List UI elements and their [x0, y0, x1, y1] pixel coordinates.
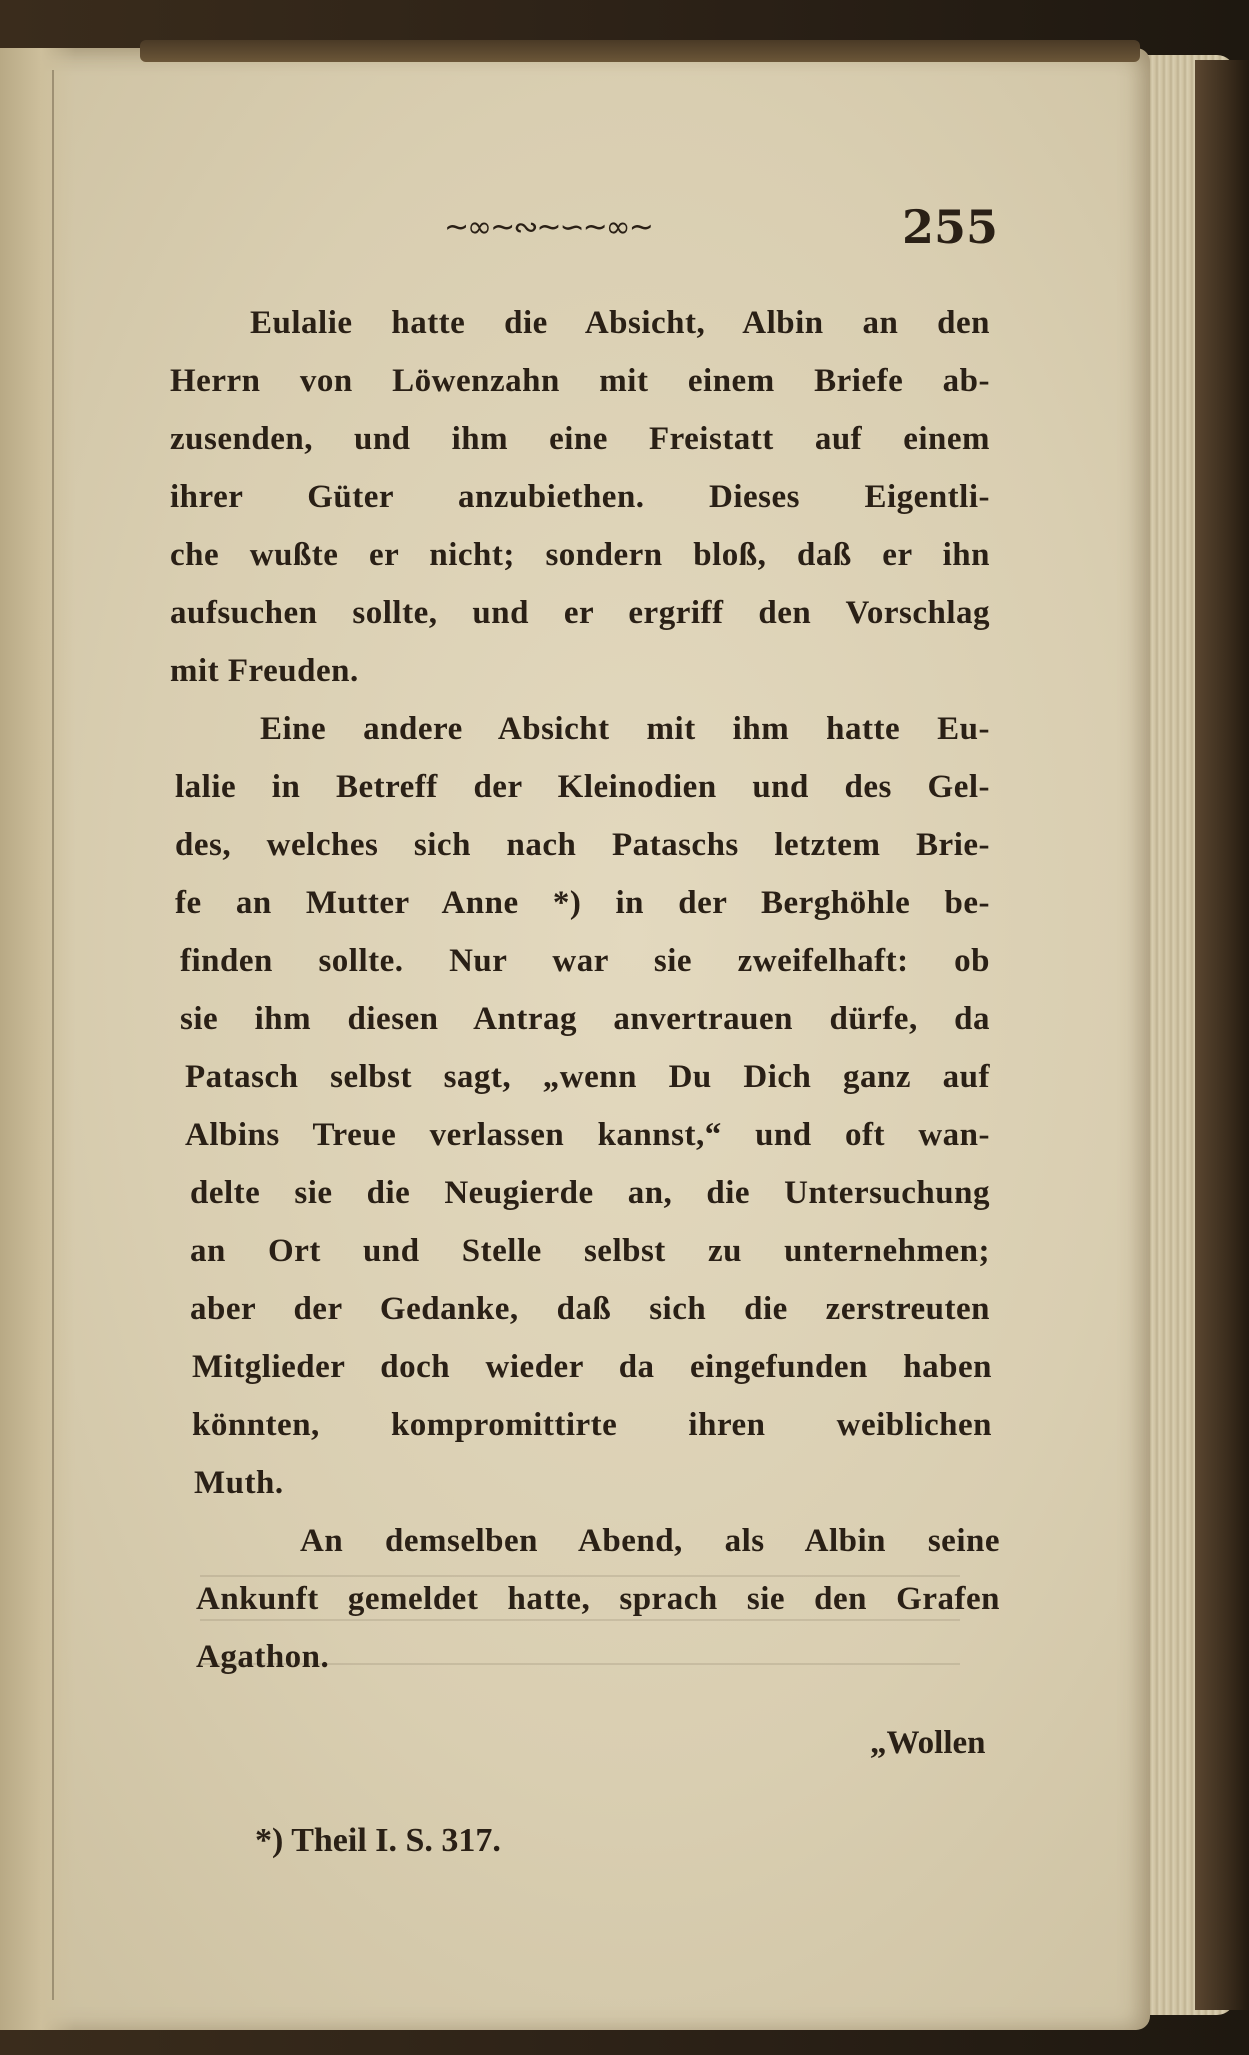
text-line: mit Freuden. [170, 653, 359, 689]
top-binding-edge [140, 40, 1140, 62]
text-line: An demselben Abend, als Albin seine [300, 1523, 1000, 1559]
page-number: 255 [901, 200, 998, 254]
text-line: Patasch selbst sagt, „wenn Du Dich ganz auf [185, 1059, 990, 1095]
text-line: Eulalie hatte die Absicht, Albin an den [250, 305, 990, 341]
footnote: *) Theil I. S. 317. [255, 1822, 501, 1859]
text-line: des, welches sich nach Pataschs letztem Brie- [175, 827, 990, 863]
text-line: Eine andere Absicht mit ihm hatte Eu- [260, 711, 990, 747]
text-line: könnten, kompromittirte ihren weiblichen [192, 1407, 992, 1443]
text-line: lalie in Betreff der Kleinodien und des Gel- [175, 769, 990, 805]
text-line: aber der Gedanke, daß sich die zerstreuten [190, 1291, 990, 1327]
text-line: an Ort und Stelle selbst zu unternehmen; [190, 1233, 990, 1269]
text-line: Agathon. [196, 1639, 330, 1675]
text-line: Mitglieder doch wieder da eingefunden haben [192, 1349, 992, 1385]
text-line: zusenden, und ihm eine Freistatt auf einem [170, 421, 990, 457]
text-line: Herrn von Löwenzahn mit einem Briefe ab- [170, 363, 990, 399]
text-line: finden sollte. Nur war sie zweifelhaft: ob [180, 943, 990, 979]
binding-shadow [1195, 60, 1249, 2010]
text-line: che wußte er nicht; sondern bloß, daß er ihn [170, 537, 990, 573]
text-line: Albins Treue verlassen kannst,“ und oft wan- [185, 1117, 990, 1153]
page-gutter [0, 48, 75, 2030]
text-line: sie ihm diesen Antrag anvertrauen dürfe, da [180, 1001, 990, 1037]
text-line: delte sie die Neugierde an, die Untersuchung [190, 1175, 990, 1211]
text-line: fe an Mutter Anne *) in der Berghöhle be- [175, 885, 990, 921]
running-header [168, 200, 998, 260]
text-line: aufsuchen sollte, und er ergriff den Vorschlag [170, 595, 990, 631]
text-line: ihrer Güter anzubiethen. Dieses Eigentli- [170, 479, 990, 515]
text-line: Muth. [194, 1465, 284, 1501]
text-line: Ankunft gemeldet hatte, sprach sie den Grafen [196, 1581, 1000, 1617]
header-ornament: ~∞~∾~∽~∞~ [444, 210, 652, 245]
catchword: „Wollen [870, 1725, 986, 1761]
gutter-fold [52, 70, 54, 2000]
